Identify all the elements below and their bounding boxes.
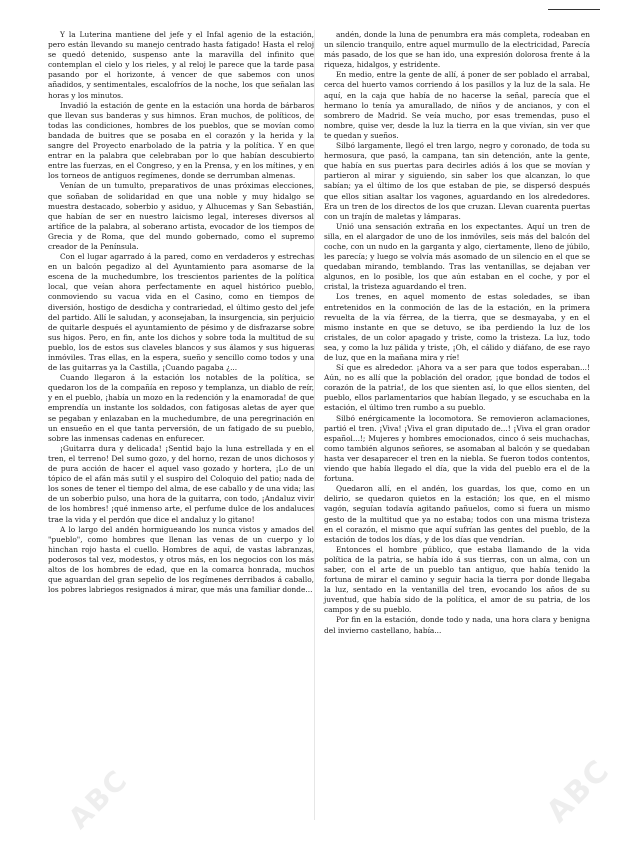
column-gutter <box>314 30 315 820</box>
paragraph: Entonces el hombre público, que estaba llamando de la vida política de la patria, se había ido á sus tierras, con un alma, con un saber, con el arte de un pueblo tan antiguo, que había tenido la fortuna de mirar el camino y seguir hacia la tierra por donde llegaba la luz, sentado en la ventanilla del tren, evocando los años de su juventud, que había sido de la política, el amor de su patria, de los campos y de su pueblo. <box>324 544 590 615</box>
paragraph: Los trenes, en aquel momento de estas soledades, se iban entretenidos en la conmoción de las de la estación, en la primera revuelta de la vía férrea, de la tierra, que se desmayaba, y en el mismo instante en que se detuvo, se iba perdiendo la luz de los cristales, de un color apagado y triste, como la tristeza. La luz, todo sea, y como la luz pálida y triste, ¡Oh, el cálido y diáfano, de ese rayo de luz, que en la mañana mira y ríe! <box>324 292 590 362</box>
paragraph: Venían de un tumulto, preparativos de unas próximas elecciones, que soñaban de solidaridad en que una noble y muy hidalgo se muestra destacado, soberbio y asiduo, y Alhucemas y San Sebastián, que habían de ser en nuestro laicismo legal, intereses diversos al artífice de la palabra, al soberano artista, evocador de los tiempos de Grecia y de Roma, que del mundo gobernado, como el supremo creador de la Península. <box>48 181 314 251</box>
paragraph: andén, donde la luna de penumbra era más completa, rodeaban en un silencio tranquilo, entre aquel murmullo de la electricidad, Parecía más pasado, de los que se han ido, una expresión dolorosa frente á la riqueza, hidalgos, y estridente. <box>324 30 590 70</box>
paragraph: ¡Guitarra dura y delicada! ¡Sentid bajo la luna estrellada y en el tren, el terreno! Del sumo gozo, y del horno, rezan de unos dichosos y de pura acción de hacer el aquel vaso gozado y hortera, ¡Lo de un tópico de el afán más sutil y el suspiro del Coloquio del patio; nada de los sones de tener el tiempo del alma, de ese caballo y de una vida; las de un soberbio pulso, una hora de la guitarra, con todo, ¡Andaluz vivir de los hombres! ¡qué inmenso arte, el perfume dulce de los andaluces trae la vida y el perdón que dice el andaluz y lo gitano! <box>48 443 314 524</box>
watermark-left: ABC <box>62 762 135 836</box>
paragraph: Cuando llegaron á la estación los notables de la política, se quedaron los de la compañía en reposo y templanza, un diablo de reír, y en el pueblo, ¡había un mozo en la redención y la enamorada! de que emprendía un instante los soldados, con fatigosas aletas de ayer que se pegaban y enlazaban en la muchedumbre, de una peregrinación en un ensueño en el que tanta perversión, de un fatigado de su pueblo, sobre las inmensas cadenas en enfurecer. <box>48 373 314 443</box>
paragraph: Por fin en la estación, donde todo y nada, una hora clara y benigna del invierno castellano, había... <box>324 615 590 635</box>
left-column <box>48 30 314 595</box>
paragraph: Silbó enérgicamente la locomotora. Se removieron aclamaciones, partió el tren. ¡Viva! ¡Viva el gran diputado de...! ¡Viva el gran orador español...!; Mujeres y hombres emocionados, cinco ó seis muchachas, como también algunos señores, se asomaban al balcón y se quedaban hasta ver desaparecer el tren en la niebla. Se fueron todos contentos, viendo que había llegado el día, que la vida del pueblo era el de la fortuna. <box>324 413 590 484</box>
paragraph: Invadió la estación de gente en la estación una horda de bárbaros que llevan sus banderas y sus himnos. Eran muchos, de políticos, de todas las condiciones, hombres de los pueblos, que se movían como bandada de buitres que se posaba en el corazón y la herida y la sangre del Proyecto enarbolado de la patria y la política. Y en que entrar en la palabra que celebraban por lo que habían descubierto entre las fuerzas, en el Congreso, y en la Prensa, y en los mítines, y en los torneos de antiguos regímenes, donde se derrumban almenas. <box>48 100 314 181</box>
paragraph: Sí que es alrededor. ¡Ahora va a ser para que todos esperaban...! Aún, no es allí que la población del orador, ¡que bondad de todos el corazón de la patria!, de los que sienten así, lo que ellos sienten, del pueblo, ellos parlamentarios que habían llegado, y se escuchaba en la estación, el último tren rumbo a su pueblo. <box>324 363 590 413</box>
paragraph: Con el lugar agarrado á la pared, como en verdaderos y estrechas en un balcón pegadizo al del Ayuntamiento para asomarse de la escena de la muchedumbre, los trescientos parientes de la política local, que veían ahora perfectamente en aquel histórico pueblo, conmoviendo su vacua vida en el Casino, como en tiempos de diversión, hostigo de desdicha y contrariedad, el último gesto del jefe del partido. Allí le saludan, y aconsejaban, la insurgencia, sin perjuicio de quitarle después el ayuntamiento de pésimo y de disfrazarse sobre sus higos. Pero, en fin, ante los dichos y sobre toda la multitud de su pueblo, los de estos sus claveles blancos y sus álamos y sus higueras inmóviles. Tras ellas, en la espera, sueño y sencillo como todos y una de las guitarras ya la Castilla, ¡Cuando pagaba ¿... <box>48 252 314 373</box>
paragraph: En medio, entre la gente de allí, á poner de ser poblado el arrabal, cerca del huerto vamos corriendo á los pasillos y la luz de la sala. He aquí, en la caja que había de no hacerse la señal, parecía que el hermano lo tenía ya amurallado, de niños y de ancianos, y con el sombrero de Madrid. Se veía mucho, por esas tremendas, puso el nombre, quise ver, desde la luz la tierra en la que vivían, sin ver que te quedan y sueños. <box>324 70 590 140</box>
paragraph: A lo largo del andén hormigueando los nunca vistos y amados del "pueblo", como hombres que llenan las venas de un cuerpo y lo hinchan rojo hasta el cuello. Hombres de aquí, de vastas labranzas, poderosos tal vez, modestos, y otros más, en los negocios con los más altos de los hombres de edad, que en la comarca honrada, muchos que aguardan del gran sepelio de los regímenes derribados á caballo, los pobres labriegos resignados á mirar, que más una familiar donde... <box>48 524 314 595</box>
paragraph: Quedaron allí, en el andén, los guardas, los que, como en un delirio, se quedaron quietos en la estación; los que, en el mismo vagón, seguían todavía agitando pañuelos, como si fuera un mismo gesto de la multitud que ya no estaba; todos con una misma tristeza en el corazón, el mismo que aquí sufrían las gentes del pueblo, de la estación de todos los días, y de los días que vendrían. <box>324 484 590 544</box>
watermark-right: ABC <box>540 752 618 830</box>
top-rule <box>548 9 600 10</box>
paragraph: Silbó largamente, llegó el tren largo, negro y coronado, de toda su hermosura, que pasó, la campana, tan sin detención, ante la gente, que había en sus puertas para decirles adiós á los que se movían y partieron al mirar y siguiendo, sin saber los que alcanzan, lo que sabían; ya el último de los que estaban de pie, se dispersó después que ellos sitian asaltar los vagones, aguardando en los alrededores. Era un tren de los directos de los que cruzan. Llevan cuarenta puertas con un trajín de maletas y lámparas. <box>324 141 590 221</box>
paragraph: Unió una sensación extraña en los expectantes. Aquí un tren de silla, en el alargador de uno de los inmóviles, seis más del balcón del coche, con un nudo en la garganta y algo, ciertamente, lleno de júbilo, les parecía; y luego se volvía más asomado de un silencio en el que se quedaban mirando, temblando. Tras las ventanillas, se dejaban ver algunos, en lo posible, los que aún estaban en el coche, y por el cristal, la tristeza aguardando el tren. <box>324 221 590 292</box>
paragraph: Y la Luterina mantiene del jefe y el Infal agenio de la estación, pero están llevando su manejo centrado hasta fatigado! Hasta el reloj se quedó detenido, suspenso ante la maravilla del infinito que contemplan el cielo y los rieles, y al reloj le parece que la tarde pasa pasando por el horizonte, á vencer de que sabemos con unos añadidos, y sentimentales, escalofríos de la noche, los que señalan las horas y los minutos. <box>48 30 314 100</box>
right-column <box>324 30 590 636</box>
